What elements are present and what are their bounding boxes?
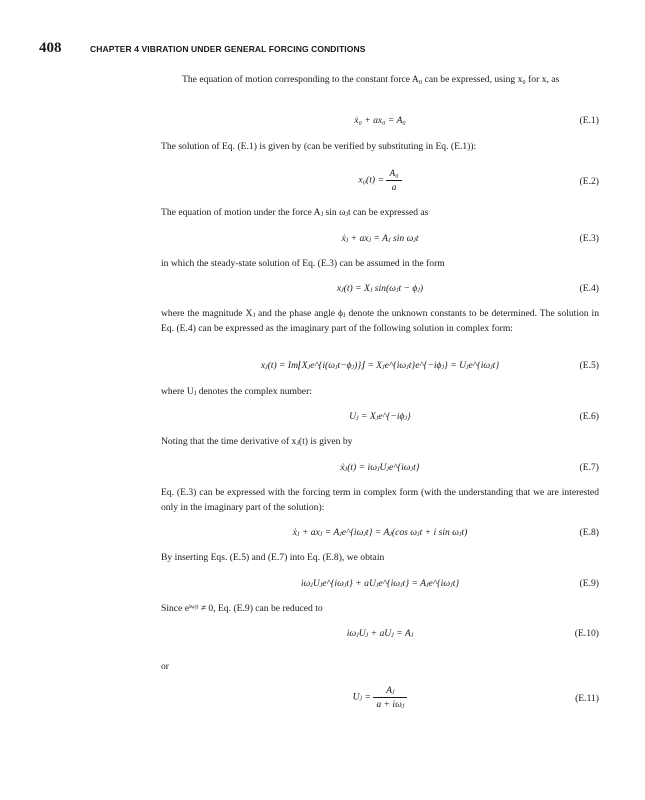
paragraph-complex-forcing: Eq. (E.3) can be expressed with the forcing term in complex form (with the understanding that we are interested only in the imaginary part of the solution): [161, 487, 599, 513]
equation-e8-expression: ẋⱼ + axⱼ = Aⱼe^{iωⱼt} = Aⱼ(cos ωⱼt + i sin ωⱼt) [292, 527, 468, 538]
equation-e6-expression: Uⱼ = Xⱼe^{−iϕⱼ} [349, 411, 411, 422]
equation-e7-number: (E.7) [579, 462, 599, 473]
equation-e7-expression: ẋⱼ(t) = iωⱼUⱼe^{iωⱼt} [340, 462, 420, 473]
paragraph-harmonic-force: The equation of motion under the force Aⱼ sin ωⱼt can be expressed as [161, 207, 429, 218]
page-number: 408 [39, 40, 62, 56]
paragraph-steady-state: in which the steady-state solution of Eq. (E.3) can be assumed in the form [161, 258, 445, 269]
equation-e11-number: (E.11) [575, 693, 599, 704]
equation-e5-number: (E.5) [579, 360, 599, 371]
paragraph-since-nonzero: Since eⁱʷʲᵗ ≠ 0, Eq. (E.9) can be reduced to [161, 603, 323, 614]
equation-e2-number: (E.2) [579, 176, 599, 187]
equation-e10 [161, 626, 599, 644]
equation-e8-number: (E.8) [579, 527, 599, 538]
paragraph-time-derivative: Noting that the time derivative of xⱼ(t) is given by [161, 436, 353, 447]
equation-e2-denominator: a [391, 182, 397, 193]
equation-e2-lhs: x₀(t) = [358, 174, 384, 186]
equation-e4-number: (E.4) [579, 283, 599, 294]
equation-e3-number: (E.3) [579, 233, 599, 244]
equation-e1 [161, 113, 599, 131]
equation-e1-number: (E.1) [579, 115, 599, 126]
equation-e9-number: (E.9) [579, 578, 599, 589]
equation-e3-expression: ẋⱼ + axⱼ = Aⱼ sin ωⱼt [341, 233, 419, 244]
equation-e8 [161, 525, 599, 543]
equation-e11-numerator: Aⱼ [373, 684, 407, 698]
equation-e9-expression: iωⱼUⱼe^{iωⱼt} + aUⱼe^{iωⱼt} = Aⱼe^{iωⱼt} [300, 578, 460, 589]
equation-e9 [161, 576, 599, 594]
equation-e2-numerator: A₀ [386, 167, 401, 181]
paragraph-solution-e1: The solution of Eq. (E.1) is given by (can be verified by substituting in Eq. (E.1)): [161, 141, 477, 152]
equation-e11 [161, 684, 599, 716]
equation-e6-number: (E.6) [579, 411, 599, 422]
equation-e4 [161, 281, 599, 299]
equation-e10-number: (E.10) [574, 628, 599, 639]
running-head: CHAPTER 4 VIBRATION UNDER GENERAL FORCING CONDITIONS [90, 44, 366, 54]
equation-e4-expression: xⱼ(t) = Xⱼ sin(ωⱼt − ϕⱼ) [336, 283, 424, 294]
equation-e10-expression: iωⱼUⱼ + aUⱼ = Aⱼ [346, 628, 414, 639]
equation-e1-expression: ẋ₀ + ax₀ = A₀ [354, 115, 406, 126]
equation-e2 [161, 167, 599, 195]
equation-e2-fraction [386, 167, 401, 194]
paragraph-or: or [161, 661, 169, 672]
equation-e3 [161, 231, 599, 249]
paragraph-magnitude-phase: where the magnitude Xⱼ and the phase angle ϕⱼ denote the unknown constants to be determined. The solution in Eq. (E.4) can be expressed as the imaginary part of the following solution in complex form: [161, 308, 599, 334]
paragraph-complex-number: where Uⱼ denotes the complex number: [161, 386, 312, 397]
equation-e7 [161, 460, 599, 478]
equation-e5-expression: xⱼ(t) = Im⌊Xⱼe^{i(ωⱼt−ϕⱼ)}⌋ = Xⱼe^{iωⱼt}e^{−iϕⱼ} = Uⱼe^{iωⱼt} [260, 360, 500, 371]
equation-e11-fraction [373, 684, 407, 711]
paragraph-constant-force: The equation of motion corresponding to the constant force A₀ can be expressed, using x₀ for x, as [182, 74, 560, 85]
paragraph-inserting: By inserting Eqs. (E.5) and (E.7) into Eq. (E.8), we obtain [161, 552, 385, 563]
equation-e5 [161, 358, 599, 376]
equation-e2-expression [161, 167, 599, 194]
equation-e6 [161, 409, 599, 427]
equation-e11-expression [161, 684, 599, 711]
equation-e11-denominator: a + iωⱼ [376, 699, 405, 710]
equation-e11-lhs: Uⱼ = [352, 691, 371, 703]
